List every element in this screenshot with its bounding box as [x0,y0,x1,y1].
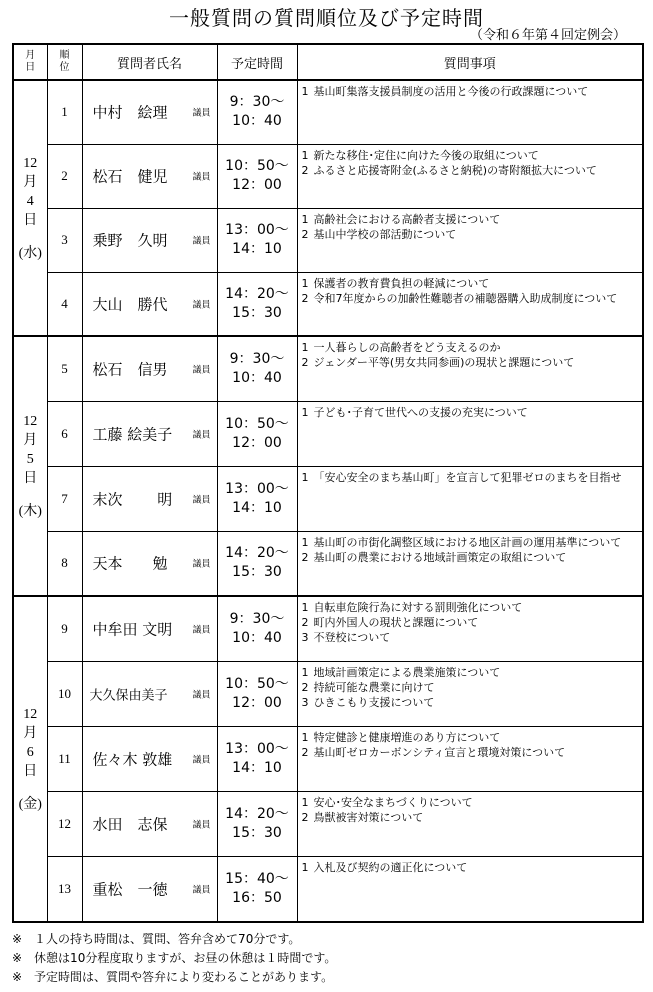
member-title: 議員 [192,755,211,765]
topic-item [302,745,639,760]
topic-number: 2 [301,356,309,369]
time-start: 10：50～ [225,675,289,692]
time-start: 13：00～ [225,740,289,757]
member-title: 議員 [192,820,211,830]
time-start: 9：30～ [229,610,285,627]
topic-text: 保護者の教育費負担の軽減について [313,276,490,290]
question-topics [297,466,643,531]
topic-number: 1 [301,535,309,549]
topic-item [302,810,639,825]
scheduled-time [217,856,297,922]
scheduled-time [217,466,297,531]
topic-number: 3 [301,695,309,709]
schedule-row [13,661,643,726]
topic-item [302,148,639,163]
topic-number: 1 [301,860,309,874]
date-char: 12 [23,413,38,429]
header-time: 予定時間 [217,44,297,80]
time-end: 15：30 [232,304,282,321]
topic-text: 令和7年度からの加齢性難聴者の補聴器購入助成制度について [313,291,618,305]
topic-text: 地域計画策定による農業施策について [313,665,501,679]
member-title: 議員 [192,300,211,311]
topic-number: 2 [301,616,309,629]
topic-item [302,212,639,227]
topic-number: 1 [301,212,309,226]
questioner-name: 重松 一徳 [92,880,168,899]
topic-item [302,860,639,875]
question-topics [297,401,643,466]
weekday-label: (金) [18,796,42,812]
topic-number: 2 [301,745,309,759]
time-start: 9：30～ [229,350,285,367]
topic-item [302,535,639,550]
questioner-name: 水田 志保 [92,815,168,833]
rank-number: 13 [47,856,82,922]
topic-text: 入札及び契約の適正化について [313,860,468,874]
date-char: 日 [23,470,38,486]
topic-number: 2 [301,810,309,824]
topic-item [302,630,639,645]
footnote: ※ １人の持ち時間は、質問、答弁含めて70分です。 [12,932,301,946]
questioner-name: 松石 信男 [92,360,168,379]
questioner-cell [82,144,217,208]
time-start: 10：50～ [225,415,289,432]
topic-text: 新たな移住･定住に向けた今後の取組について [313,148,539,162]
time-end: 10：40 [232,113,282,130]
topic-text: 基山町の市街化調整区域における地区計画の運用基準について [313,535,622,549]
questioner-cell [82,208,217,272]
questioner-cell [82,661,217,726]
schedule-row [13,856,643,922]
footnote: ※ 休憩は10分程度取りますが、お昼の休憩は１時間です。 [12,951,337,965]
topic-text: 基山町ゼロカーボンシティ宣言と環境対策について [313,745,566,759]
topic-item [302,405,639,420]
member-title: 議員 [192,625,211,636]
questioner-cell [82,726,217,791]
questioner-cell [82,531,217,596]
rank-number: 6 [47,401,82,466]
date-char: 月 [23,174,38,190]
topic-number: 2 [301,680,309,694]
time-end: 15：30 [232,564,282,581]
topic-item [302,600,639,615]
topic-text: 自転車危険行為に対する罰則強化について [313,601,523,614]
topic-text: 鳥獣被害対策について [313,810,424,824]
schedule-row [13,80,643,144]
date-cell [13,80,47,336]
session-subtitle: （令和６年第４回定例会） [469,27,626,42]
rank-number: 12 [47,791,82,856]
member-title: 議員 [192,885,211,896]
scheduled-time [217,661,297,726]
question-topics [297,144,643,208]
member-title: 議員 [192,495,211,505]
date-char: 6 [26,744,34,760]
member-title: 議員 [192,559,211,570]
topic-item [302,680,639,695]
scheduled-time [217,596,297,661]
topic-number: 2 [301,227,309,241]
schedule-row [13,466,643,531]
date-char: 月 [23,725,38,741]
date-char: 12 [23,155,38,171]
question-schedule-table [12,43,644,923]
time-end: 14：10 [232,241,282,257]
date-char: 月 [23,432,38,448]
date-char: 5 [26,451,34,467]
topic-number: 1 [301,341,309,354]
member-title: 議員 [192,690,211,700]
time-start: 14：20～ [225,285,289,302]
questioner-name: 工藤 絵美子 [92,425,173,443]
topic-number: 2 [301,550,309,564]
scheduled-time [217,272,297,336]
topic-text: 特定健診と健康増進のあり方について [313,730,501,744]
date-char: 日 [23,212,38,228]
scheduled-time [217,80,297,144]
questioner-cell [82,80,217,144]
schedule-row [13,791,643,856]
question-topics [297,531,643,596]
rank-number: 3 [47,208,82,272]
schedule-row [13,596,643,661]
questioner-name: 乗野 久明 [92,231,168,250]
question-topics [297,80,643,144]
topic-text: ふるさと応援寄附金(ふるさと納税)の寄附額拡大について [313,163,597,177]
time-start: 14：20～ [225,805,289,822]
questioner-cell [82,272,217,336]
topic-item [302,550,639,565]
question-topics [297,596,643,661]
time-start: 15：40～ [225,870,289,887]
schedule-row [13,531,643,596]
topic-text: 基山中学校の部活動について [313,227,457,241]
date-char: 日 [23,763,38,779]
schedule-row [13,401,643,466]
time-end: 10：40 [232,369,282,386]
topic-number: 1 [301,795,309,809]
topic-number: 1 [301,276,309,290]
questioner-name: 大山 勝代 [92,295,168,314]
topic-number: 1 [301,470,309,484]
scheduled-time [217,208,297,272]
question-topics [297,726,643,791]
topic-text: 基山町の農業における地域計画策定の取組について [313,550,567,564]
questioner-name: 大久保由美子 [89,688,168,703]
rank-number: 1 [47,80,82,144]
time-end: 16：50 [232,889,282,906]
questioner-name: 中村 絵理 [92,103,168,122]
table-header-row [13,44,643,80]
topic-number: 1 [301,730,309,744]
questioner-name: 末次 明 [92,490,173,508]
topic-text: 町内外国人の現状と課題について [313,616,479,629]
schedule-row [13,726,643,791]
rank-number: 8 [47,531,82,596]
topic-text: 子ども･子育て世代への支援の充実について [313,405,528,419]
member-title: 議員 [192,365,211,376]
schedule-row [13,144,643,208]
topic-item [302,84,639,99]
topic-item [302,795,639,810]
time-start: 9：30～ [229,94,285,111]
weekday-label: (木) [18,503,42,519]
time-end: 14：10 [232,499,282,516]
topic-item [302,276,639,291]
topic-item [302,227,639,242]
question-topics [297,791,643,856]
topic-item [302,163,639,178]
topic-item [302,470,639,485]
topic-number: 1 [301,601,309,614]
topic-number: 1 [301,148,309,162]
rank-number: 4 [47,272,82,336]
topic-text: 基山町集落支援員制度の活用と今後の行政課題について [313,85,589,98]
questioner-name: 佐々木 敦雄 [92,750,173,768]
date-char: 12 [23,706,38,722]
time-end: 12：00 [232,694,282,711]
time-end: 15：30 [232,824,282,841]
time-end: 14：10 [232,759,282,776]
question-topics [297,856,643,922]
questioner-cell [82,596,217,661]
rank-number: 2 [47,144,82,208]
scheduled-time [217,791,297,856]
time-end: 10：40 [232,629,282,646]
questioner-cell [82,336,217,401]
question-topics [297,272,643,336]
time-end: 12：00 [232,434,282,451]
page-title: 一般質問の質問順位及び予定時間 [169,8,484,30]
topic-number: 3 [301,631,309,644]
header-rank: 順 位 [47,44,82,80]
header-date: 月 日 [13,44,47,80]
time-start: 14：20～ [225,545,289,562]
scheduled-time [217,336,297,401]
topic-text: 安心･安全なまちづくりについて [313,795,473,809]
weekday-label: (水) [18,245,42,261]
questioner-cell [82,791,217,856]
schedule-row [13,272,643,336]
topic-number: 1 [301,405,309,419]
questioner-name: 中牟田 文明 [92,620,173,639]
header-topics: 質問事項 [297,44,643,80]
topic-item [302,615,639,630]
topic-item [302,291,639,306]
topic-text: ジェンダー平等(男女共同参画)の現状と課題について [313,356,575,369]
scheduled-time [217,726,297,791]
date-cell [13,336,47,596]
questioner-name: 松石 健児 [92,167,168,186]
topic-number: 2 [301,163,309,177]
date-char: 4 [26,193,34,209]
time-start: 13：00～ [225,480,289,497]
topic-number: 1 [301,85,309,98]
schedule-row [13,336,643,401]
topic-item [302,355,639,370]
schedule-row [13,208,643,272]
topic-number: 2 [301,291,309,305]
time-start: 10：50～ [225,158,289,174]
header-name: 質問者氏名 [82,44,217,80]
topic-text: 持続可能な農業に向けて [313,680,435,694]
member-title: 議員 [192,172,211,183]
questioner-cell [82,856,217,922]
rank-number: 5 [47,336,82,401]
topic-text: ひきこもり支援について [313,695,435,709]
question-topics [297,661,643,726]
topic-item [302,340,639,355]
topic-item [302,665,639,680]
date-cell [13,596,47,922]
scheduled-time [217,531,297,596]
footnote: ※ 予定時間は、質問や答弁により変わることがあります。 [12,970,334,984]
topic-text: 不登校について [313,631,391,644]
questioner-cell [82,466,217,531]
topic-item [302,695,639,710]
topic-number: 1 [301,665,309,679]
question-topics [297,208,643,272]
questioner-name: 天本 勉 [92,554,168,573]
member-title: 議員 [192,236,211,247]
member-title: 議員 [192,108,211,119]
time-end: 12：00 [232,177,282,193]
scheduled-time [217,401,297,466]
rank-number: 10 [47,661,82,726]
time-start: 13：00～ [225,222,289,238]
scheduled-time [217,144,297,208]
footnotes [12,930,336,987]
topic-item [302,730,639,745]
question-topics [297,336,643,401]
member-title: 議員 [192,430,211,440]
topic-text: 高齢社会における高齢者支援について [313,212,501,226]
rank-number: 9 [47,596,82,661]
rank-number: 11 [47,726,82,791]
topic-text: 一人暮らしの高齢者をどう支えるのか [313,341,501,354]
topic-text: 「安心安全のまち基山町」を宣言して犯罪ゼロのまちを目指せ [313,470,622,484]
rank-number: 7 [47,466,82,531]
questioner-cell [82,401,217,466]
